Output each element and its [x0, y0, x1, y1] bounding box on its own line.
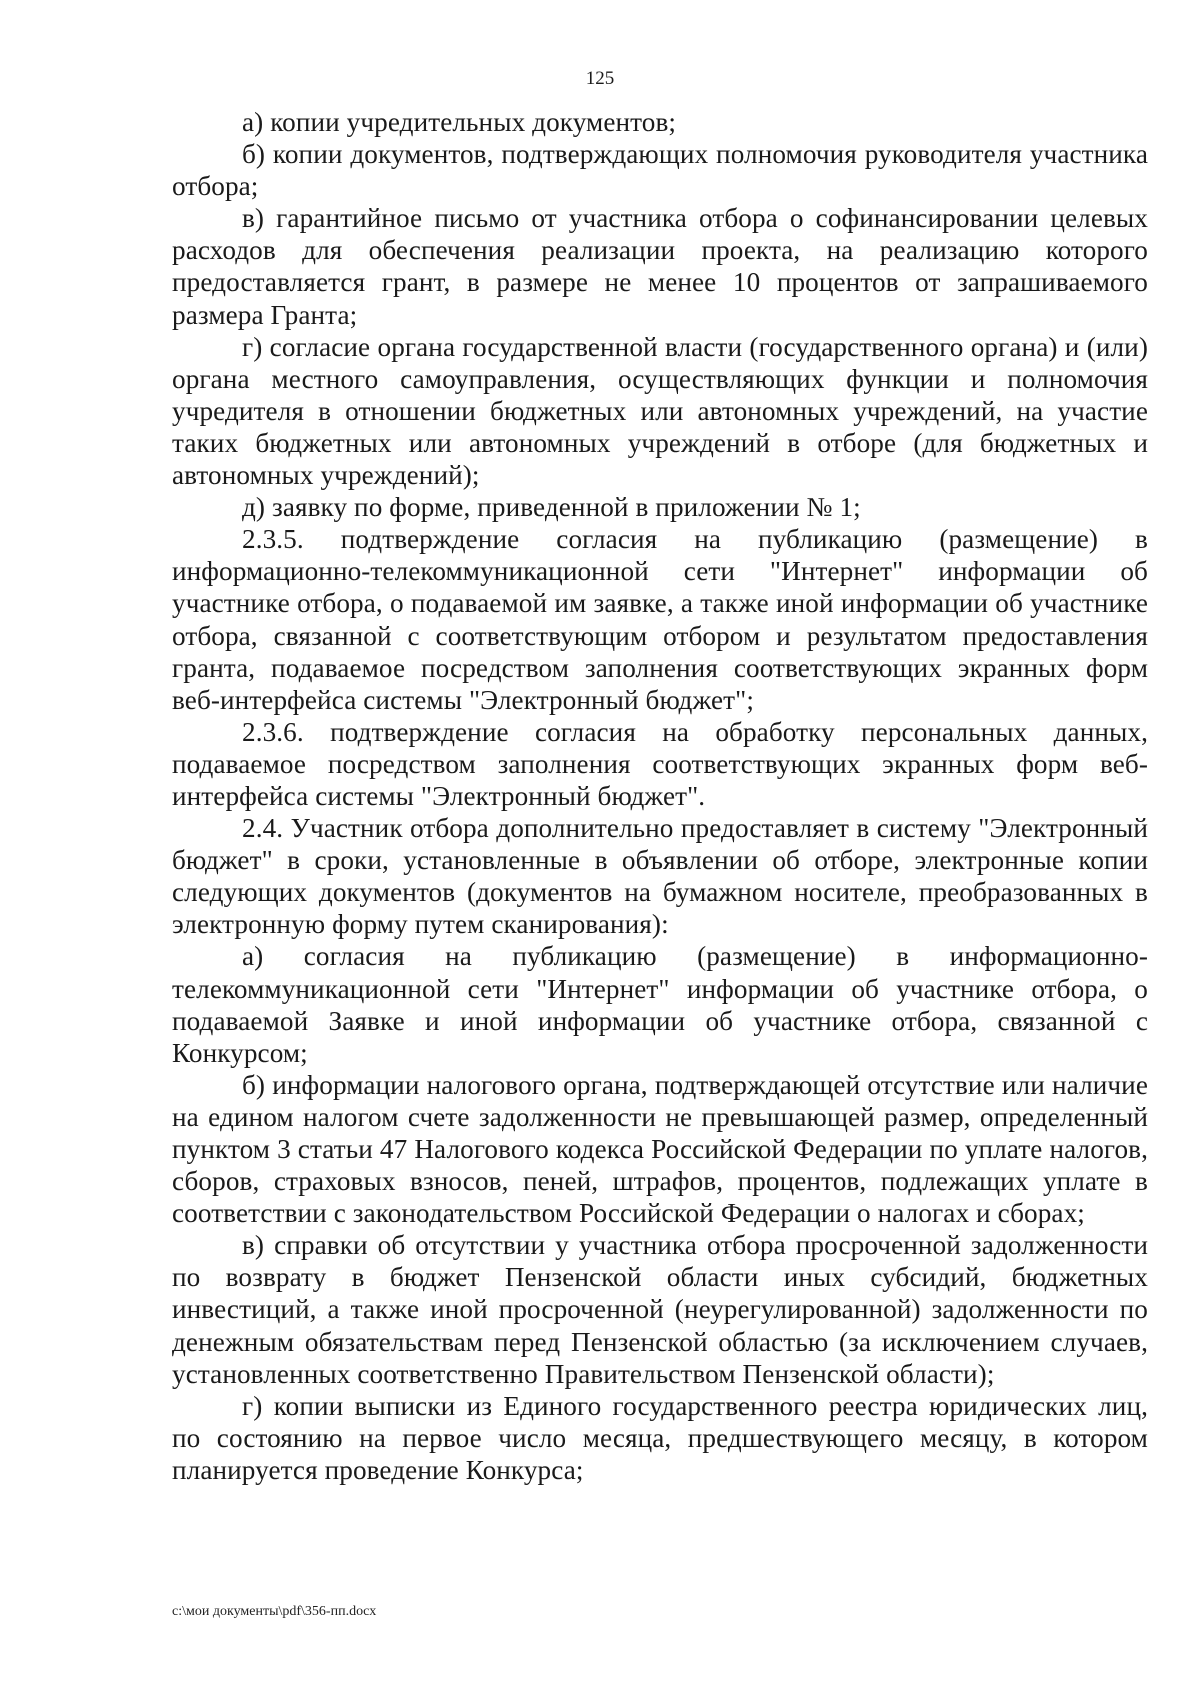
paragraph-2-4: 2.4. Участник отбора дополнительно предоставляет в систему "Электронный бюджет" в сроки, установленные в объявлении об отборе, электронные копии следующих документов (документов на бумажном носителе, преобразованных в электронную форму путем сканирования): — [172, 813, 1148, 940]
paragraph-guarantee-letter: в) гарантийное письмо от участника отбора о софинансировании целевых расходов для обеспечения реализации проекта, на реализацию которого предоставляется грант, в размере не менее 10 процентов от запрашиваемого размера Гранта; — [172, 203, 1148, 330]
paragraph-debt-certificate: в) справки об отсутствии у участника отбора просроченной задолженности по возврату в бюджет Пензенской области иных субсидий, бюджетных инвестиций, а также иной просроченной (неурегулированной) задолженности по денежным обязательствам перед Пензенской областью (за исключением случаев, установленных соответственно Правительством Пензенской области); — [172, 1230, 1148, 1389]
page-number: 125 — [585, 68, 615, 89]
paragraph-tax-info: б) информации налогового органа, подтверждающей отсутствие или наличие на едином налогом счете задолженности не превышающей размер, определенный пунктом 3 статьи 47 Налогового кодекса Российской Федерации по уплате налогов, сборов, страховых взносов, пеней, штрафов, процентов, подлежащих уплате в соответствии с законодательством Российской Федерации о налогах и сборах; — [172, 1069, 1148, 1229]
paragraph-copies-authority-docs: б) копии документов, подтверждающих полномочия руководителя участника отбора; — [172, 139, 1148, 202]
footer-file-path: c:\мои документы\pdf\356-пп.docx — [172, 1604, 377, 1619]
paragraph-2-3-5: 2.3.5. подтверждение согласия на публикацию (размещение) в информационно-телекоммуникационной сети "Интернет" информации об участнике отбора, о подаваемой им заявке, а также иной информации об участнике отбора, связанной с соответствующим отбором и результатом предоставления гранта, подаваемое посредством заполнения соответствующих экранных форм веб-интерфейса системы "Электронный бюджет"; — [172, 524, 1148, 715]
paragraph-authority-consent: г) согласие органа государственной власти (государственного органа) и (или) органа местного самоуправления, осуществляющих функции и полномочия учредителя в отношении бюджетных или автономных учреждений, на участие таких бюджетных или автономных учреждений в отборе (для бюджетных и автономных учреждений); — [172, 331, 1148, 491]
paragraph-registry-extract: г) копии выписки из Единого государственного реестра юридических лиц, по состоянию на первое число месяца, предшествующего месяцу, в котором планируется проведение Конкурса; — [172, 1390, 1148, 1485]
paragraph-2-3-6: 2.3.6. подтверждение согласия на обработку персональных данных, подаваемое посредством заполнения соответствующих экранных форм веб-интерфейса системы "Электронный бюджет". — [172, 716, 1148, 811]
paragraph-copies-founding-docs: а) копии учредительных документов; — [242, 107, 677, 137]
paragraph-publication-consent: а) согласия на публикацию (размещение) в информационно-телекоммуникационной сети "Интернет" информации об участнике отбора, о подаваемой Заявке и иной информации об участнике отбора, связанной с Конкурсом; — [172, 941, 1148, 1068]
document-body — [172, 106, 1148, 1486]
paragraph-application-form: д) заявку по форме, приведенной в приложении № 1; — [242, 492, 861, 523]
